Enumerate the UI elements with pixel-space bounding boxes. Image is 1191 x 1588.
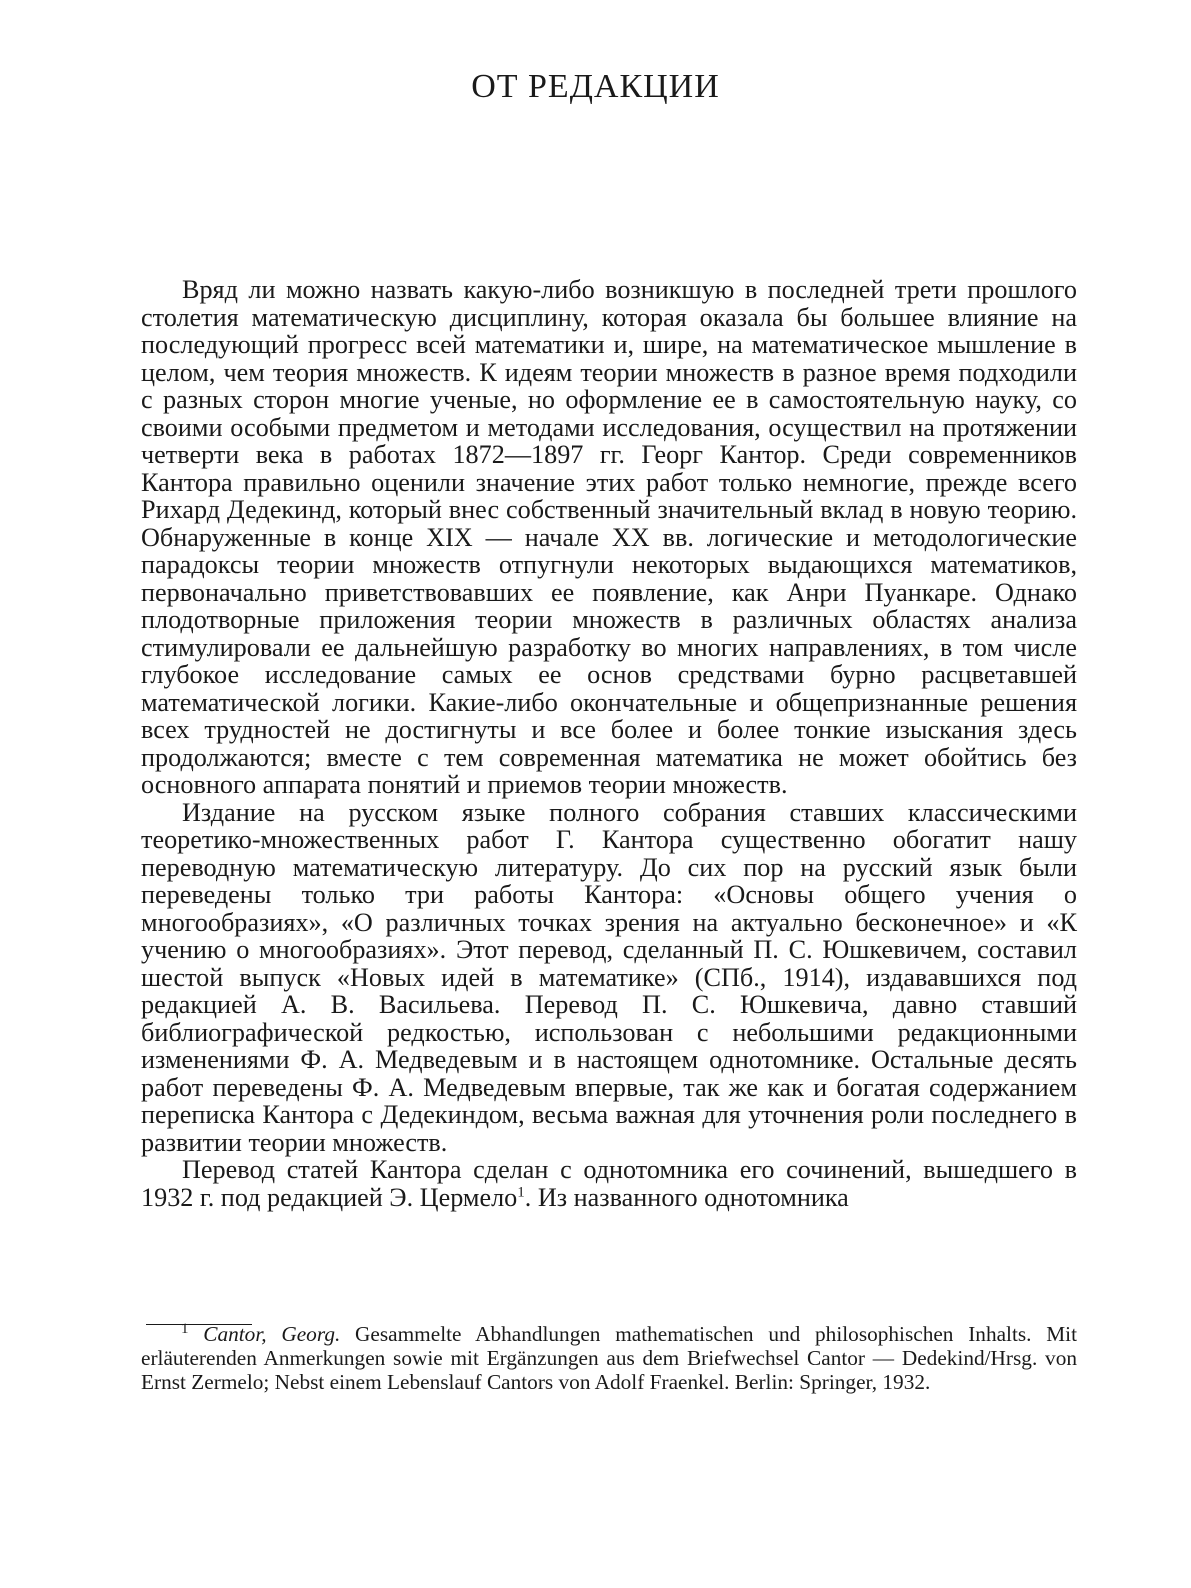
footnote-mark: 1 bbox=[181, 1320, 189, 1337]
footnote bbox=[141, 1322, 1077, 1394]
paragraph-1: Вряд ли можно назвать какую-либо возникшую в последней трети прошлого столетия математическую дисциплину, которая оказала бы большее влияние на последующий прогресс всей математики и, шире, на математическое мышление в целом, чем теория множеств. К идеям теории множеств в разное время подходили с разных сторон многие ученые, но оформление ее в самостоятельную науку, со своими особыми предметом и методами исследования, осуществил на протяжении четверти века в работах 1872—1897 гг. Георг Кантор. Среди современников Кантора правильно оценили значение этих работ только немногие, прежде всего Рихард Дедекинд, который внес собственный значительный вклад в новую теорию. Обнаруженные в конце XIX — начале XX вв. логические и методологические парадоксы теории множеств отпугнули некоторых выдающихся математиков, первоначально приветствовавших ее появление, как Анри Пуанкаре. Однако плодотворные приложения теории множеств в различных областях анализа стимулировали ее дальнейшую разработку во многих направлениях, в том числе глубокое исследование самых ее основ средствами бурно расцветавшей математической логики. Какие-либо окончательные и общепризнанные решения всех трудностей не достигнуты и все более и более тонкие изыскания здесь продолжаются; вместе с тем современная математика не может обойтись без основного аппарата понятий и приемов теории множеств. bbox=[141, 275, 1077, 799]
footnote-text: Gesammelte Abhandlungen mathematischen und philosophischen Inhalts. Mit erläuterenden Anmerkungen sowie mit Ergänzungen aus dem Briefwechsel Cantor — Dedekind/Hrsg. von Ernst Zermelo; Nebst einem Lebenslauf Cantors von Adolf Fraenkel. Berlin: Springer, 1932. bbox=[141, 1322, 1078, 1394]
paragraph-3-text-end: . Из названного однотомника bbox=[524, 1182, 849, 1212]
paragraph-3 bbox=[141, 1156, 1077, 1211]
body-text bbox=[141, 276, 1077, 1211]
page-title: ОТ РЕДАКЦИИ bbox=[471, 68, 720, 105]
footnote-author: Cantor, Georg. bbox=[203, 1322, 341, 1346]
paragraph-3-text-start: Перевод статей Кантора сделан с однотомника его сочинений, вышедшего в 1932 г. под редакцией Э. Цермело bbox=[141, 1155, 1077, 1212]
footnote-reference[interactable]: 1 bbox=[517, 1183, 525, 1200]
paragraph-2: Издание на русском языке полного собрания ставших классическими теоретико-множественных работ Г. Кантора существенно обогатит нашу переводную математическую литературу. До сих пор на русский язык были переведены только три работы Кантора: «Основы общего учения о многообразиях», «О различных точках зрения на актуально бесконечное» и «К учению о многообразиях». Этот перевод, сделанный П. С. Юшкевичем, составил шестой выпуск «Новых идей в математике» (СПб., 1914), издававшихся под редакцией А. В. Васильева. Перевод П. С. Юшкевича, давно ставший библиографической редкостью, использован с небольшими редакционными изменениями Ф. А. Медведевым и в настоящем однотомнике. Остальные десять работ переведены Ф. А. Медведевым впервые, так же как и богатая содержанием переписка Кантора с Дедекиндом, весьма важная для уточнения роли последнего в развитии теории множеств. bbox=[141, 797, 1077, 1157]
